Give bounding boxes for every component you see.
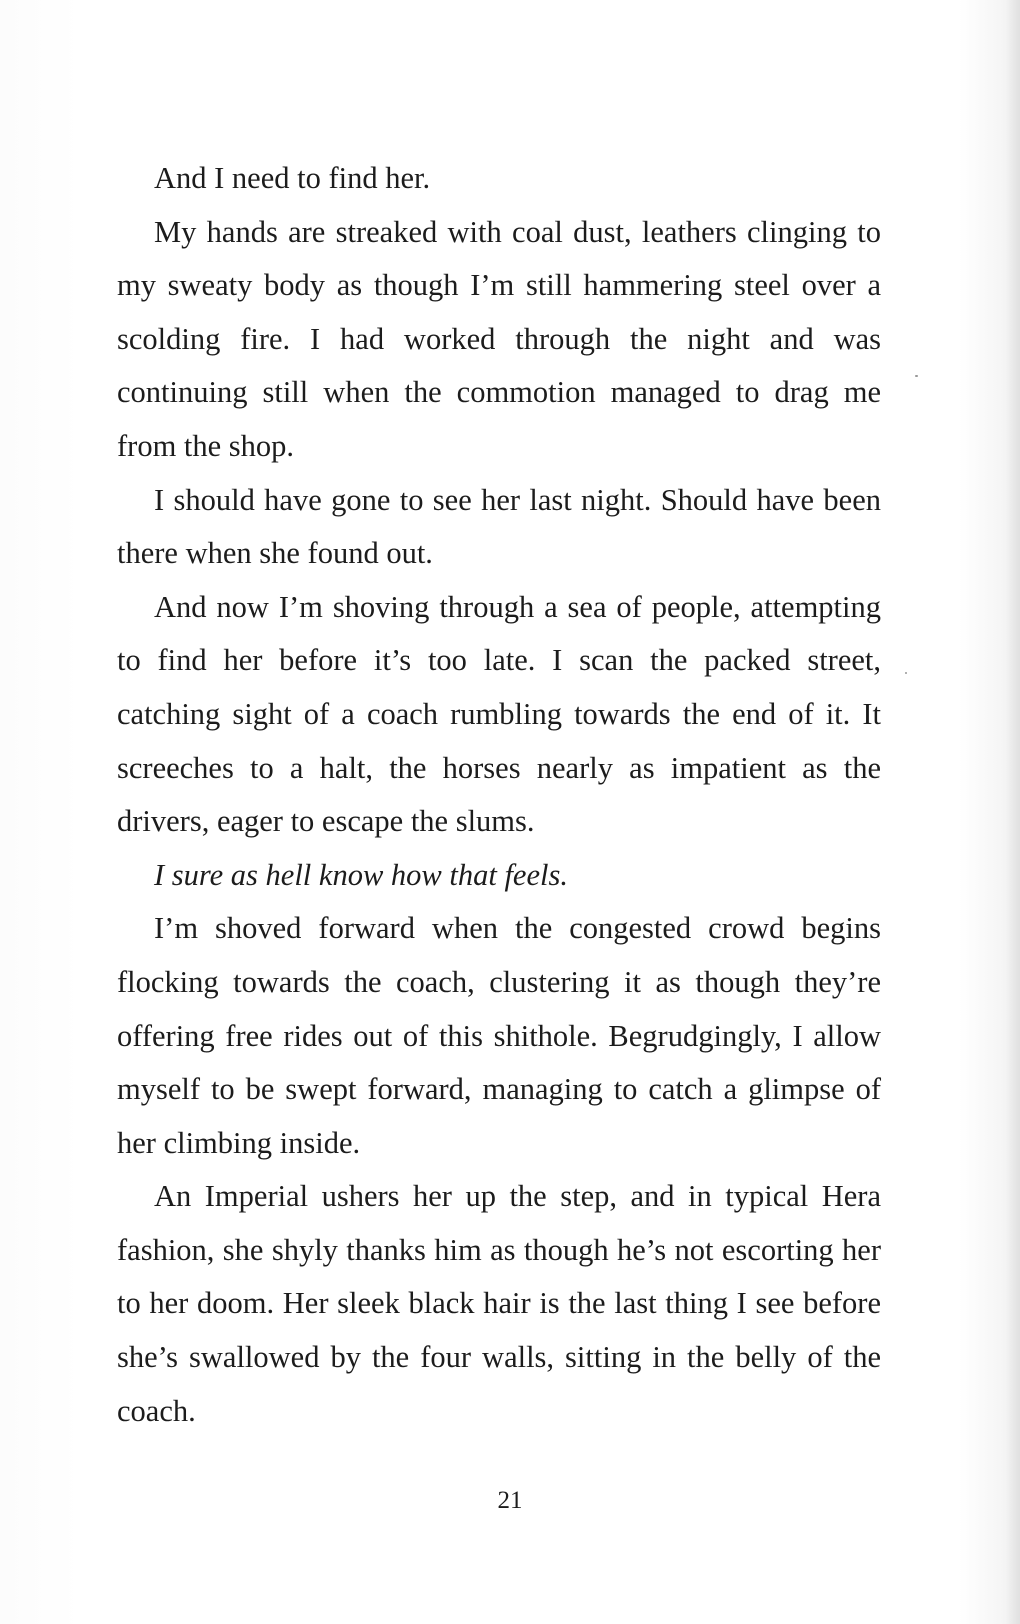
scan-speck: [905, 672, 907, 674]
scan-speck: [915, 375, 918, 377]
page-number: 21: [497, 1487, 523, 1514]
paragraph: I’m shoved forward when the congested crowd begins flocking towards the coach, clustering it as though they’re offering free rides out of this shithole. Begrudgingly, I allow myself to be swept forward, managing to catch a glimpse of her climbing inside.: [117, 911, 881, 1160]
scan-edge-shadow: [1006, 0, 1020, 1624]
paragraph: And now I’m shoving through a sea of people, attempting to find her before it’s too late. I scan the packed street, catching sight of a coach rumbling towards the end of it. It screeches to a halt, the horses nearly as impatient as the drivers, eager to escape the slums.: [117, 589, 881, 839]
italic-paragraph: I sure as hell know how that feels.: [154, 857, 568, 892]
body-text: [117, 152, 881, 1438]
paragraph: I should have gone to see her last night. Should have been there when she found out.: [117, 482, 881, 571]
paragraph: An Imperial ushers her up the step, and in typical Hera fashion, she shyly thanks him as though he’s not escorting her to her doom. Her sleek black hair is the last thing I see before she’s swallowed by the four walls, sitting in the belly of the coach.: [117, 1179, 881, 1428]
paragraph: And I need to find her.: [154, 161, 431, 195]
paragraph: My hands are streaked with coal dust, leathers clinging to my sweaty body as though I’m still hammering steel over a scolding fire. I had worked through the night and was continuing still when the commotion managed to drag me from the shop.: [117, 214, 881, 463]
